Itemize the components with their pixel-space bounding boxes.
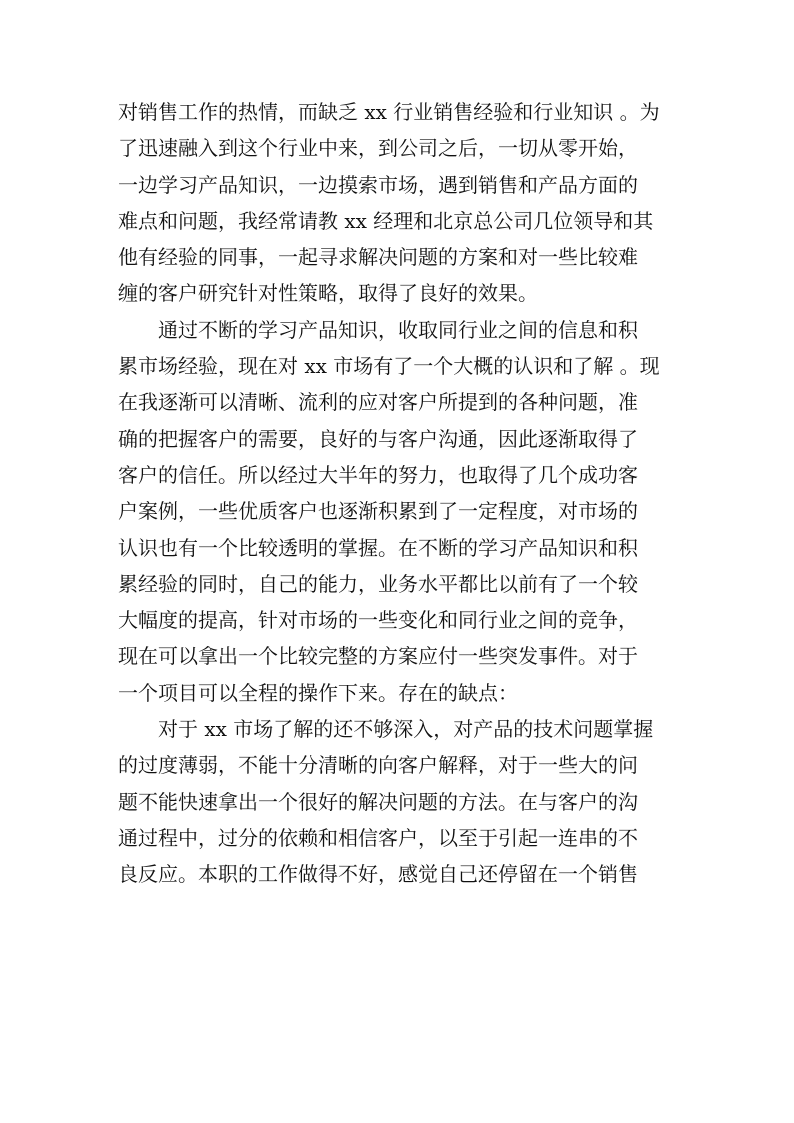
text-line: 良反应。本职的工作做得不好，感觉自己还停留在一个销售 bbox=[118, 862, 638, 887]
text-line: 确的把握客户的需要，良好的与客户沟通，因此逐渐取得了 bbox=[118, 426, 638, 451]
text-line: 通过程中，过分的依赖和相信客户，以至于引起一连串的不 bbox=[118, 825, 638, 850]
text-line: 大幅度的提高，针对市场的一些变化和同行业之间的竞争， bbox=[118, 608, 638, 633]
text-line: 认识也有一个比较透明的掌握。在不断的学习产品知识和积 bbox=[118, 535, 638, 560]
text-line: 在我逐渐可以清晰、流利的应对客户所提到的各种问题，准 bbox=[118, 390, 638, 415]
text-line: 一个项目可以全程的操作下来。存在的缺点： bbox=[118, 680, 518, 705]
paragraph-start-line: 对于 xx 市场了解的还不够深入，对产品的技术问题掌握 bbox=[158, 717, 654, 742]
text-line: 他有经验的同事，一起寻求解决问题的方案和对一些比较难 bbox=[118, 245, 638, 270]
text-line: 现在可以拿出一个比较完整的方案应付一些突发事件。对于 bbox=[118, 644, 638, 669]
text-line: 难点和问题，我经常请教 xx 经理和北京总公司几位领导和其 bbox=[118, 208, 654, 233]
text-line: 的过度薄弱，不能十分清晰的向客户解释，对于一些大的问 bbox=[118, 753, 638, 778]
text-line: 一边学习产品知识，一边摸索市场，遇到销售和产品方面的 bbox=[118, 172, 638, 197]
text-line: 累经验的同时，自己的能力，业务水平都比以前有了一个较 bbox=[118, 571, 638, 596]
text-line: 客户的信任。所以经过大半年的努力，也取得了几个成功客 bbox=[118, 462, 638, 487]
text-line: 缠的客户研究针对性策略，取得了良好的效果。 bbox=[118, 281, 538, 306]
text-line: 了迅速融入到这个行业中来，到公司之后，一切从零开始， bbox=[118, 136, 638, 161]
document-body bbox=[118, 94, 678, 893]
text-line: 累市场经验，现在对 xx 市场有了一个大概的认识和了解 。现 bbox=[118, 354, 660, 379]
text-line: 户案例，一些优质客户也逐渐积累到了一定程度，对市场的 bbox=[118, 499, 638, 524]
paragraph-start-line: 通过不断的学习产品知识，收取同行业之间的信息和积 bbox=[158, 317, 638, 342]
text-line: 对销售工作的热情，而缺乏 xx 行业销售经验和行业知识 。为 bbox=[118, 100, 660, 124]
text-line: 题不能快速拿出一个很好的解决问题的方法。在与客户的沟 bbox=[118, 789, 638, 814]
